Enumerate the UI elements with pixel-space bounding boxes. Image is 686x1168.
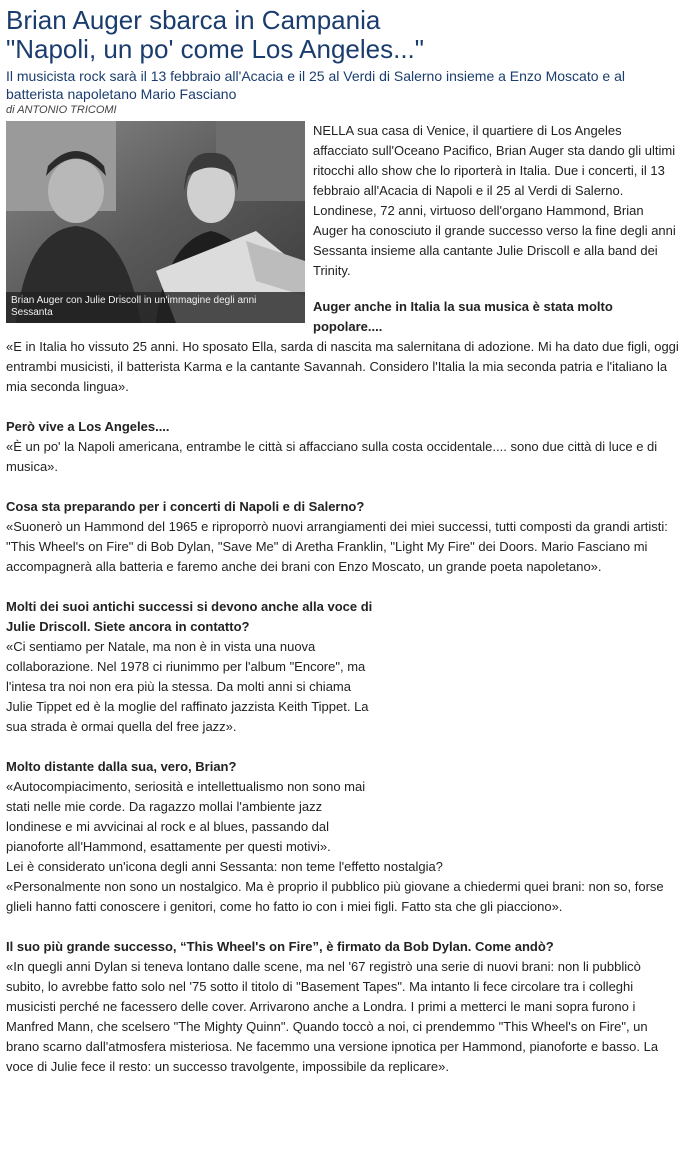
question-6: Il suo più grande successo, “This Wheel's on Fire”, è firmato da Bob Dylan. Come andò? [6,939,554,954]
answer-2: «È un po' la Napoli americana, entrambe le città si affacciano sulla costa occidentale.... sono due città di luce e di musica». [6,439,658,474]
question-3: Cosa sta preparando per i concerti di Napoli e di Salerno? [6,499,365,514]
question-4: Molti dei suoi antichi successi si devono anche alla voce di Julie Driscoll. Siete ancora in contatto? [6,599,373,634]
lead-paragraph: NELLA sua casa di Venice, il quartiere di Los Angeles affacciato sull'Oceano Pacifico, Brian Auger sta dando gli ultimi ritocchi allo show che lo riporterà in Italia. Due i concerti, il 13 febbraio all'Acacia di Napoli e il 25 al Verdi di Salerno. Londinese, 72 anni, virtuoso dell'organo Hammond, Brian Auger ha conosciuto il grande successo verso la fine degli anni Sessanta insieme alla cantante Julie Driscoll e alla band dei Trinity. [313,123,676,278]
byline: di ANTONIO TRICOMI [6,104,117,116]
article-subtitle: Il musicista rock sarà il 13 febbraio all'Acacia e il 25 al Verdi di Salerno insieme a Enzo Moscato e al batterista napoletano Mario Fasciano [6,68,625,102]
answer-5b: «Personalmente non sono un nostalgico. Ma è proprio il pubblico più giovane a chiedermi quei brani: non so, forse glieli hanno fatti conoscere i genitori, come ho fatto io con i miei figli. Fatto sta che gli piacciono». [6,879,664,914]
answer-4: «Ci sentiamo per Natale, ma non è in vista una nuova collaborazione. Nel 1978 ci riunimmo per l'album "Encore", ma l'intesa tra noi non era più la stessa. Da molti anni si chiama Julie Tippet ed è la moglie del raffinato jazzista Keith Tippet. La sua strada è ormai quella del free jazz». [6,639,369,734]
question-5b: Lei è considerato un'icona degli anni Sessanta: non teme l'effetto nostalgia? [6,859,443,874]
question-1: Auger anche in Italia la sua musica è stata molto popolare.... [313,299,613,334]
article [6,6,680,1077]
answer-3: «Suonerò un Hammond del 1965 e riproporrò nuovi arrangiamenti dei miei successi, tutti composti da grandi artisti: "This Wheel's on Fire" di Bob Dylan, "Save Me" di Aretha Franklin, "Light My Fire" dei Doors. Mario Fasciano mi accompagnerà alla batteria e faremo anche dei brani con Enzo Moscato, un grande poeta napoletano». [6,519,668,574]
article-photo [6,121,305,323]
answer-5: «Autocompiacimento, seriosità e intellettualismo non sono mai stati nelle mie corde. Da ragazzo mollai l'ambiente jazz londinese e mi avvicinai al rock e al blues, passando dal pianoforte all'Hammond, esattamente per questi motivi». [6,779,366,854]
photo-caption: Brian Auger con Julie Driscoll in un'immagine degli anni Sessanta [6,292,305,323]
title-line-2: "Napoli, un po' come Los Angeles..." [6,34,425,64]
title-line-1: Brian Auger sbarca in Campania [6,5,381,35]
answer-6: «In quegli anni Dylan si teneva lontano dalle scene, ma nel '67 registrò una serie di nuovi brani: non li pubblicò subito, lo avrebbe fatto solo nel '75 sotto il titolo di "Basement Tapes". Ma intanto li fece circolare tra i colleghi musicisti perché ne facessero delle cover. Arrivarono anche a Londra. I primi a metterci le mani sopra furono i Manfred Mann, che scelsero "The Mighty Quinn". Quando toccò a noi, ci prendemmo "This Wheel's on Fire", un brano scarno dall'atmosfera misteriosa. Ne facemmo una versione ipnotica per Hammond, pianoforte e basso. La voce di Julie fece il resto: un successo travolgente, impossibile da replicare». [6,959,659,1074]
article-title [6,6,680,64]
question-2: Però vive a Los Angeles.... [6,419,170,434]
answer-1: «E in Italia ho vissuto 25 anni. Ho sposato Ella, sarda di nascita ma salernitana di adozione. Mi ha dato due figli, oggi entrambi musicisti, il batterista Karma e la cantante Savannah. Considero l'Italia la mia seconda patria e l'italiano la mia seconda lingua». [6,339,679,394]
question-5: Molto distante dalla sua, vero, Brian? [6,759,237,774]
